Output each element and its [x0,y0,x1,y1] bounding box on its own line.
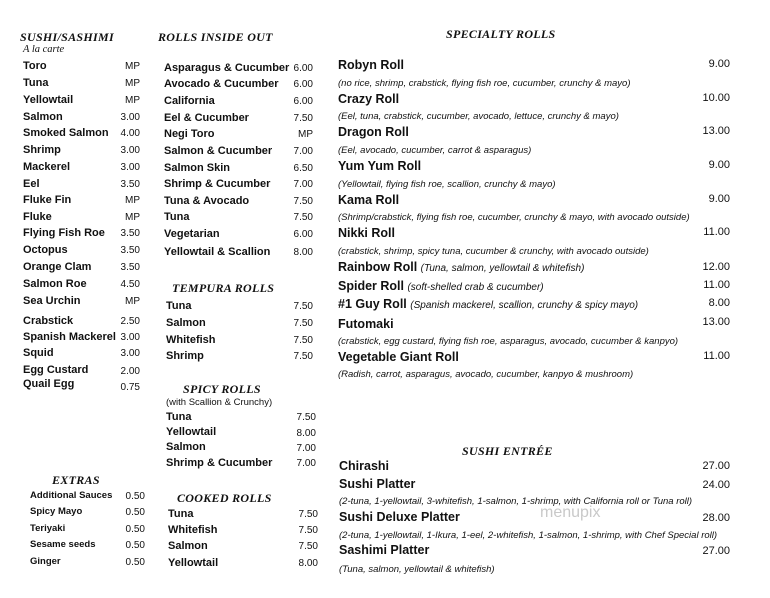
menu-item-price: 11.00 [703,350,730,362]
menu-item-price: 3.50 [120,262,140,273]
menu-item-price: MP [125,212,140,223]
menu-item-price: 28.00 [702,512,730,524]
tempura-rolls-title: TEMPURA ROLLS [172,281,275,295]
menu-item-price: 0.50 [125,491,145,502]
menu-item-name: Robyn Roll [338,58,404,72]
menu-item-name: Futomaki [338,317,394,331]
menu-item-description: (2-tuna, 1-yellowtail, 3-whitefish, 1-salmon, 1-shrimp, with California roll or Tuna roll) [339,496,693,507]
spicy-rolls-title: SPICY ROLLS [183,382,261,396]
menu-item-name: Yellowtail [23,94,74,106]
menu-item-price: 3.00 [120,348,140,359]
menu-item-price: 8.00 [298,558,318,569]
menu-item-name: Nikki Roll [338,226,395,240]
menu-item-description: (crabstick, egg custard, flying fish roe, asparagus, avocado, cucumber & kanpyo) [338,336,679,347]
menu-item-name: Spanish Mackerel [23,331,116,343]
menu-item-name: Toro [23,60,47,72]
sushi-sashimi-subtitle: A la carte [23,44,65,55]
menu-item-name: Fluke Fin [23,194,72,206]
menu-item-price: 8.00 [293,247,313,258]
rolls-inside-out-title: ROLLS INSIDE OUT [158,30,273,44]
menu-item-name: Tuna [168,508,194,520]
menu-item-name: Salmon [166,317,206,329]
menu-item-price: 7.50 [298,541,318,552]
menu-item-price: 7.50 [293,113,313,124]
menu-item-price: 6.00 [293,63,313,74]
menu-item-name: Spicy Mayo [30,506,83,517]
menu-item-description: (no rice, shrimp, crabstick, flying fish roe, cucumber, crunchy & mayo) [338,78,631,89]
menu-item-description: (soft-shelled crab & cucumber) [407,282,544,293]
menu-item-price: 11.00 [703,279,730,291]
menu-item-name: Salmon [166,441,206,453]
menu-item-price: 27.00 [702,545,730,557]
menu-item-name: Eel [23,178,40,190]
specialty-rolls-title: SPECIALTY ROLLS [446,27,556,41]
menu-item-name: Shrimp & Cucumber [166,457,273,469]
menu-item-price: 9.00 [708,159,730,171]
menu-item-name: Whitefish [168,524,218,536]
menu-item-price: 0.50 [125,507,145,518]
menu-item-price: 13.00 [702,316,730,328]
menu-item-price: MP [125,296,140,307]
menu-item-name: Spider Roll (soft-shelled crab & cucumber) [338,279,544,293]
sushi-sashimi-title: SUSHI/SASHIMI [20,30,114,44]
menu-item-name: Quail Egg [23,378,75,390]
menu-item-name: #1 Guy Roll (Spanish mackerel, scallion, crunchy & spicy mayo) [338,297,639,311]
menu-item-price: 3.00 [120,162,140,173]
menu-item-name: Tuna [23,77,49,89]
menu-item-price: 7.50 [293,212,313,223]
menu-item-price: 9.00 [708,193,730,205]
menu-item-name: Egg Custard [23,364,89,376]
menu-item-price: 6.00 [293,79,313,90]
menu-item-name: Avocado & Cucumber [164,78,279,90]
menu-item-name: Vegetable Giant Roll [338,350,459,364]
menu-item-description: (Spanish mackerel, scallion, crunchy & spicy mayo) [410,300,639,311]
menu-item-price: 8.00 [708,297,730,309]
menu-item-name: Eel & Cucumber [164,112,249,124]
menu-item-name: Whitefish [166,334,216,346]
menu-item-name: Kama Roll [338,193,400,207]
menu-item-price: MP [125,61,140,72]
menu-item-description: (Eel, tuna, crabstick, cucumber, avocado, lettuce, crunchy & mayo) [338,111,619,122]
menu-item-name: Yum Yum Roll [338,159,422,173]
menu-item-price: MP [125,78,140,89]
menu-item-price: 0.75 [120,382,140,393]
menu-item-price: 2.50 [120,316,140,327]
menu-item-price: 7.00 [293,146,313,157]
menu-item-name: Yellowtail [166,426,217,438]
menu-item-price: 6.00 [293,229,313,240]
menu-item-price: MP [298,129,313,140]
menu-item-name: Additional Sauces [30,490,113,501]
menu-item-price: 27.00 [702,460,730,472]
menu-item-price: 0.50 [125,540,145,551]
menu-item-name: Ginger [30,556,61,567]
menu-item-name: Salmon Roe [23,278,87,290]
menu-item-price: 2.00 [120,366,140,377]
menu-item-name: Negi Toro [164,128,215,140]
menu-item-name: Tuna & Avocado [164,195,250,207]
menu-item-description: (2-tuna, 1-yellowtail, 1-Ikura, 1-eel, 2-whitefish, 1-salmon, 1-shrimp, with Chef Special roll) [339,530,718,541]
menu-item-price: 12.00 [702,261,730,273]
menu-item-price: 8.00 [296,428,316,439]
menu-item-price: 7.50 [293,301,313,312]
menu-item-price: 0.50 [125,524,145,535]
menu-item-name: Rainbow Roll (Tuna, salmon, yellowtail & whitefish) [338,260,585,274]
menu-item-description: (Tuna, salmon, yellowtail & whitefish) [339,564,495,575]
menu-item-price: 13.00 [702,125,730,137]
menu-item-price: 7.00 [296,458,316,469]
menu-item-price: MP [125,195,140,206]
menu-item-price: 3.50 [120,245,140,256]
menu-item-name: Salmon [168,540,208,552]
menu-item-name: Vegetarian [164,228,220,240]
spicy-rolls-subtitle: (with Scallion & Crunchy) [166,397,273,408]
menu-item-name: Tuna [166,411,192,423]
menu-item-name: Dragon Roll [338,125,409,139]
menu-item-name: Sesame seeds [30,539,96,550]
menu-item-price: 4.00 [120,128,140,139]
menu-item-price: 10.00 [702,92,730,104]
menu-item-price: MP [125,95,140,106]
menu-item-name: Squid [23,347,54,359]
menu-item-name: Octopus [23,244,68,256]
menu-item-description: (Tuna, salmon, yellowtail & whitefish) [420,263,585,274]
menu-item-name: Crazy Roll [338,92,400,106]
menu-item-name: Yellowtail & Scallion [164,246,271,258]
menu-item-name: Salmon & Cucumber [164,145,273,157]
menu-item-name: Tuna [164,211,190,223]
menu-item-name: Teriyaki [30,523,66,534]
menu-item-name: California [164,95,215,107]
menu-item-name: Salmon Skin [164,162,231,174]
menu-item-description: (Eel, avocado, cucumber, carrot & asparagus) [338,145,532,156]
menu-item-description: (Radish, carrot, asparagus, avocado, cucumber, kanpyo & mushroom) [338,369,634,380]
menu-item-name: Shrimp [23,144,61,156]
menu-item-description: (Shrimp/crabstick, flying fish roe, cucumber, crunchy & mayo, with avocado outside) [338,212,690,223]
menu-item-name: Crabstick [23,315,74,327]
menu-item-price: 7.50 [298,525,318,536]
menu-item-name: Sushi Deluxe Platter [339,510,460,524]
extras-title: EXTRAS [52,473,100,487]
menu-item-price: 7.50 [298,509,318,520]
menu-item-description: (Yellowtail, flying fish roe, scallion, crunchy & mayo) [338,179,556,190]
menu-item-price: 6.00 [293,96,313,107]
menu-item-name: Sashimi Platter [339,543,430,557]
menu-item-name: Chirashi [339,459,390,473]
menu-item-price: 7.50 [293,318,313,329]
menu-item-name: Orange Clam [23,261,92,273]
menu-item-name: Flying Fish Roe [23,227,105,239]
menu-item-price: 3.00 [120,332,140,343]
menu-item-price: 3.00 [120,145,140,156]
menu-item-price: 9.00 [708,58,730,70]
menu-item-name: Shrimp [166,350,204,362]
menu-item-price: 7.50 [296,412,316,423]
cooked-rolls-title: COOKED ROLLS [177,491,272,505]
menu-item-description: (crabstick, shrimp, spicy tuna, cucumber & crunchy, with avocado outside) [338,246,649,257]
menu-item-price: 7.50 [293,196,313,207]
menu-item-name: Sushi Platter [339,477,416,491]
sushi-entree-title: SUSHI ENTRÉE [462,444,553,458]
menu-item-name: Salmon [23,111,63,123]
menu-item-name: Smoked Salmon [23,127,109,139]
menu-item-name: Fluke [23,211,52,223]
menu-item-price: 11.00 [703,226,730,238]
menu-item-name: Shrimp & Cucumber [164,178,271,190]
menu-item-name: Tuna [166,300,192,312]
menu-item-price: 7.00 [293,179,313,190]
menu-item-price: 0.50 [125,557,145,568]
menu-item-name: Sea Urchin [23,295,81,307]
menu-item-price: 24.00 [702,479,730,491]
menu-item-price: 7.50 [293,351,313,362]
menu-item-name: Yellowtail [168,557,219,569]
menu-item-price: 4.50 [120,279,140,290]
menu-item-price: 3.50 [120,179,140,190]
menu-item-price: 7.00 [296,443,316,454]
menu-item-name: Asparagus & Cucumber [164,62,290,74]
watermark: menupix [540,504,601,521]
menu-item-price: 3.00 [120,112,140,123]
menu-item-name: Mackerel [23,161,71,173]
menu-item-price: 7.50 [293,335,313,346]
menu-item-price: 3.50 [120,228,140,239]
menu-item-price: 6.50 [293,163,313,174]
